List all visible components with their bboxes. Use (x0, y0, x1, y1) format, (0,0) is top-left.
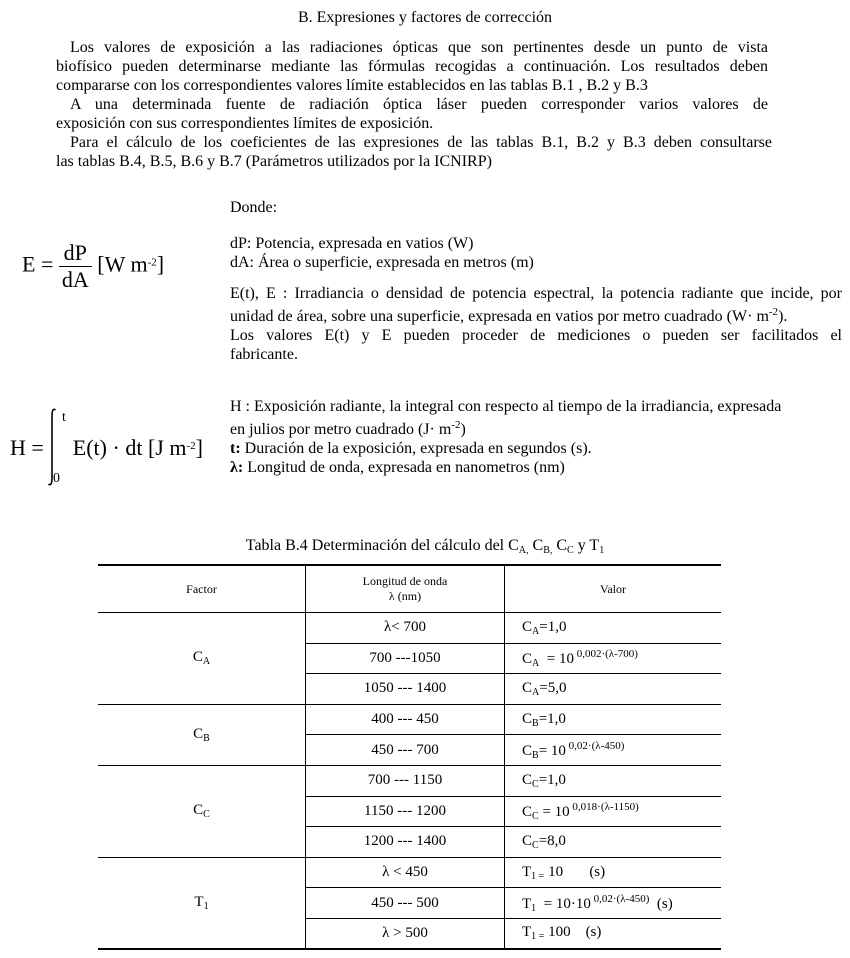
wavelength-cell: λ< 700 (306, 613, 505, 644)
header-value: Valor (505, 565, 722, 613)
value-cell: $C_B= 10$ $^{0,02\cdot(\lambda-450)}$ (505, 735, 722, 766)
value-cell: $C_B=1,0$ (505, 704, 722, 735)
header-factor: Factor (98, 565, 306, 613)
value-cell: $C_C = 10$ $^{0,018\cdot(\lambda-1150)}$ (505, 796, 722, 827)
correction-factors-table (98, 564, 721, 950)
definition-da: dA: Área o superficie, expresada en metros (m) (230, 254, 534, 271)
factor-cb: $C_B$ (98, 704, 306, 765)
formula-irradiance (22, 240, 164, 293)
intro-p2-line-1: A una determinada fuente de radiación óptica láser pueden corresponder varios valores de (70, 96, 768, 113)
integral-lower-limit: 0 (53, 471, 60, 486)
value-cell: $T_{1 =}$ 100 (s) (505, 918, 722, 949)
intro-paragraph-3 (56, 133, 772, 171)
table-row (98, 704, 721, 735)
value-cell: $C_A = 10$ $^{0,002\cdot(\lambda-700)}$ (505, 643, 722, 674)
definition-e-line-1: E(t), E : Irradiancia o densidad de potencia espectral, la potencia radiante que incide, por (230, 285, 842, 302)
definition-h-unit-exponent: -2 (451, 419, 461, 431)
definition-radiant-exposure (230, 397, 830, 477)
table-row (98, 613, 721, 644)
wavelength-cell: 700 --- 1150 (306, 765, 505, 796)
formula-e-numerator: dP (59, 240, 92, 267)
definition-dp: dP: Potencia, expresada en vatios (W) (230, 235, 474, 252)
table-caption: Tabla B.4 Determinación del cálculo del $C_{A,}$ $C_{B,}$ $C_C$ y $T_1$ (245, 537, 605, 556)
wavelength-cell: 700 ---1050 (306, 643, 505, 674)
definition-e-line-3: Los valores E(t) y E pueden proceder de mediciones o pueden ser facilitados el (230, 327, 842, 344)
formula-e-fraction (59, 240, 92, 293)
wavelength-cell: 450 --- 700 (306, 735, 505, 766)
wavelength-cell: 400 --- 450 (306, 704, 505, 735)
value-cell: $T_{1 =}$ 10 (s) (505, 857, 722, 888)
definition-lambda: λ: Longitud de onda, expresada en nanometros (nm) (230, 459, 565, 476)
factor-ca: $C_A$ (98, 613, 306, 705)
wavelength-cell: 1150 --- 1200 (306, 796, 505, 827)
header-wavelength: Longitud de onda λ (nm) (306, 565, 505, 613)
formula-e-unit: [W m (97, 251, 148, 277)
table-header-row (98, 565, 721, 613)
section-heading: B. Expresiones y factores de corrección (297, 9, 553, 26)
intro-paragraph-2 (56, 95, 768, 133)
formula-e-unit-close: ] (156, 251, 165, 277)
table-row (98, 857, 721, 888)
formula-h-lhs: H = (10, 435, 44, 460)
definition-e-line-4: fabricante. (230, 346, 298, 363)
intro-p3-line-1: Para el cálculo de los coeficientes de las expresiones de las tablas B.1, B.2 y B.3 deben consultarse (70, 134, 772, 151)
intro-p1-line-3: compararse con los correspondientes valores límite establecidos en las tablas B.1 , B.2 y B.3 (56, 77, 648, 94)
definition-h-line-2: en julios por metro cuadrado $(J\cdot m^{-2})$ (230, 419, 466, 438)
definition-irradiance (230, 284, 842, 364)
intro-p3-line-2: las tablas B.4, B.5, B.6 y B.7 (Parámetros utilizados por la ICNIRP) (56, 153, 492, 170)
wavelength-cell: 1050 --- 1400 (306, 674, 505, 705)
table-row (98, 765, 721, 796)
definition-e-unit-exponent: -2 (768, 306, 779, 318)
formula-e-lhs: E = (22, 251, 54, 277)
formula-e-denominator: dA (61, 267, 89, 292)
intro-p1-line-2: biofísico pueden determinarse mediante las fórmulas recogidas a continuación. Los resultados deben (56, 58, 768, 75)
value-cell: $C_A=1,0$ (505, 613, 722, 644)
wavelength-cell: 1200 --- 1400 (306, 827, 505, 858)
formula-h-unit-close: ] (195, 435, 203, 460)
value-cell: $C_C=8,0$ (505, 827, 722, 858)
factor-t1: $T_1$ (98, 857, 306, 949)
formula-radiant-exposure (10, 435, 203, 461)
definition-donde: Donde: (230, 199, 278, 216)
factor-cc: $C_C$ (98, 765, 306, 857)
value-cell: $T_1 = 10\cdot 10$ $^{0,02\cdot(\lambda-450)}$ (s) (505, 888, 722, 919)
intro-paragraph-1 (56, 38, 768, 95)
intro-p1-line-1: Los valores de exposición a las radiaciones ópticas que son pertinentes desde un punto de vista (70, 39, 768, 56)
definition-h-line-1: H : Exposición radiante, la integral con respecto al tiempo de la irradiancia, expresada (230, 398, 782, 415)
integral-upper-limit: t (62, 410, 66, 425)
formula-h-body: E(t) · dt [J m (72, 435, 187, 460)
value-cell: $C_C=1,0$ (505, 765, 722, 796)
wavelength-cell: λ > 500 (306, 918, 505, 949)
value-cell: $C_A=5,0$ (505, 674, 722, 705)
wavelength-cell: 450 --- 500 (306, 888, 505, 919)
definition-e-line-2: unidad de área, sobre una superficie, expresada en vatios por metro cuadrado $(W\cdot m^{-2})$. (230, 306, 788, 325)
formula-h-unit-exponent: -2 (186, 440, 196, 452)
formula-e-unit-exponent: -2 (147, 256, 157, 269)
wavelength-cell: λ < 450 (306, 857, 505, 888)
definition-t: t: Duración de la exposición, expresada en segundos (s). (230, 440, 592, 457)
intro-p2-line-2: exposición con sus correspondientes límites de exposición. (56, 115, 434, 132)
